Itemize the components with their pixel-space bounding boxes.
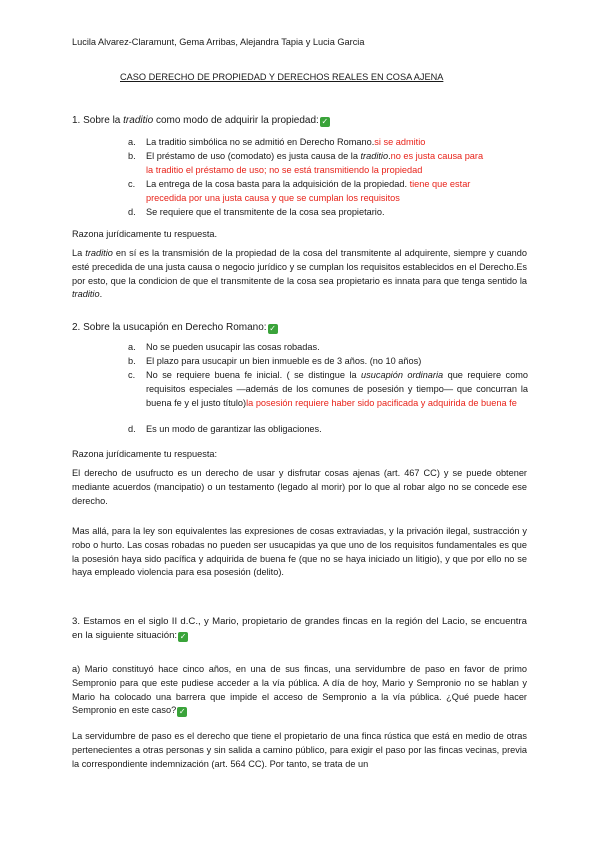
answer-note: no es justa causa para bbox=[390, 151, 484, 161]
answer-paragraph-4: La servidumbre de paso es el derecho que tiene el propietario de una finca rústica que está en medio de otras pertenecientes a otras personas y sin salida a camino público, para exigir el paso por las fincas vecinas, previa la correspondiente indemnización (art. 564 CC). Por tanto, se trata de un bbox=[72, 731, 527, 769]
option-a: No se pueden usucapir las cosas robadas. bbox=[146, 342, 320, 352]
option-b: El plazo para usucapir un bien inmueble es de 3 años. (no 10 años) bbox=[146, 356, 422, 366]
answer-paragraph-2: El derecho de usufructo es un derecho de usar y disfrutar cosas ajenas (art. 467 CC) y se puede obtener mediante acuerdos (mancipatio) o un testamento (legado al morir) por lo que al robar algo no se concede ese derecho. bbox=[72, 468, 527, 506]
option-c: La entrega de la cosa basta para la adquisición de la propiedad. tiene que estar bbox=[146, 179, 471, 189]
check-icon: ✓ bbox=[179, 632, 187, 642]
option-d: Es un modo de garantizar las obligaciones. bbox=[146, 424, 322, 434]
option-d: Se requiere que el transmitente de la cosa sea propietario. bbox=[146, 207, 385, 217]
check-icon: ✓ bbox=[269, 324, 276, 333]
reason-label-1: Razona jurídicamente tu respuesta. bbox=[72, 229, 218, 239]
document-page: Lucila Alvarez-Claramunt, Gema Arribas, Alejandra Tapia y Lucia Garcia CASO DERECHO DE PROPIEDAD Y DERECHOS REALES EN COSA AJENA 1. Sobre la traditio como modo de adquirir la propiedad: ✓ a. La traditio simbólica no se admitió en Derecho Romano.si se admitio b. El préstamo de uso (comodato) es justa causa de la traditio.no es justa causa para la traditio el préstamo de uso; no se está transmitiendo la propiedad c. La entrega de la cosa basta para la adquisición de la propiedad. tiene que estar precedida por una justa causa y que se cumplan los requisitos d. Se requiere que el transmitente de la cosa sea propietario. Razona jurídicamente tu respuesta. La traditio en sí es la transmisión de la propiedad de la cosa del transmitente al adquirente, siempre y cuando esté precedida de una justa causa o negocio jurídico y se cumplan los requisitos establecidos en el Derecho.Es por esto, que la condicion de que el transmitente de la cosa sea propietario es innata para que tenga sentido la traditio. 2. Sobre la usucapión en Derecho Romano: ✓ a. No se pueden usucapir las cosas robadas. b. El plazo para usucapir un bien inmueble es de 3 años. (no 10 años) c. No se requiere buena fe inicial. ( se distingue la usucapión ordinaria que requiere como requisitos especiales —además de los comunes de posesión y tiempo— que concurran la buena fe y el justo título)la posesión requiere haber sido pacificada y adquirida de buena fe d. Es un modo de garantizar las obligaciones. Razona jurídicamente tu respuesta: El derecho de usufructo es un derecho de usar y disfrutar cosas ajenas (art. 467 CC) y se puede obtener mediante acuerdos (mancipatio) o un testamento (legado al morir) por lo que al robar algo no se concede ese derecho. Mas allá, para la ley son equivalentes las expresiones de cosas extraviadas, y la privación ilegal, sustracción y robo o hurto. Las cosas robadas no pueden ser usucapidas ya que uno de los requisitos fundamentales es que la posesión haya sido pacífica y adquirida de buena fe (que no se haya iniciado un litigio), y que por ello no se haya empleado violencia para esa posesión (delito). 3. Estamos en el siglo II d.C., y Mario, propietario de grandes fincas en la región del Lacio, se encuentra en la siguiente situación: ✓ a) Mario constituyó hace cinco años, en una de sus fincas, una servidumbre de paso en favor de primo Sempronio para que este pudiese acceder a la vía pública. A día de hoy, Mario y Sempronio no se hablan y Mario ha colocado una barrera que impide el acceso de Sempronio a la vía pública. ¿Qué puede hacer Sempronio en este caso? ✓ La servidumbre de paso es el derecho que tiene el propietario de una finca rústica que está en medio de otras pertenecientes a otras personas y sin salida a camino público, para exigir el paso por las fincas vecinas, previa la correspondiente indemnización (art. 564 CC). Por tanto, se trata de un bbox=[0, 0, 600, 848]
answer-note: si se admitio bbox=[374, 137, 426, 147]
check-icon: ✓ bbox=[321, 117, 329, 126]
case-a-paragraph: a) Mario constituyó hace cinco años, en una de sus fincas, una servidumbre de paso en favor de primo Sempronio para que este pudiese acceder a la vía pública. A día de hoy, Mario y Sempronio no se hablan y Mario ha colocado una barrera que impide el acceso de Sempronio a la vía pública. ¿Qué puede hacer Sempronio en este caso? ✓ bbox=[72, 664, 527, 717]
answer-paragraph-1: La traditio en sí es la transmisión de la propiedad de la cosa del transmitente al adquirente, siempre y cuando esté precedida de una justa causa o negocio jurídico y se cumplan los requisitos establecidos en el Derecho.Es por esto, que la condicion de que el transmitente de la cosa sea propietario es innata para que tenga sentido la traditio. bbox=[72, 248, 527, 300]
option-c: No se requiere buena fe inicial. ( se distingue la usucapión ordinaria que requiere como requisitos especiales —además de los comunes de posesión y tiempo— que concurran la buena fe y el justo título)la posesión requiere haber sido pacificada y adquirida de buena fe bbox=[146, 370, 528, 408]
answer-note: la traditio el préstamo de uso; no se está transmitiendo la propiedad bbox=[146, 165, 423, 175]
authors-line: Lucila Alvarez-Claramunt, Gema Arribas, Alejandra Tapia y Lucia Garcia bbox=[72, 37, 365, 47]
answer-paragraph-3: Mas allá, para la ley son equivalentes las expresiones de cosas extraviadas, y la privación ilegal, sustracción y robo o hurto. Las cosas robadas no pueden ser usucapidas ya que uno de los requisitos fundamentales es que la posesión haya sido pacífica y adquirida de buena fe (que no se haya iniciado un litigio), y que por ello no se haya empleado violencia para esa posesión (delito). bbox=[72, 526, 527, 578]
option-a: La traditio simbólica no se admitió en Derecho Romano.si se admitio bbox=[146, 137, 426, 147]
reason-label-2: Razona jurídicamente tu respuesta: bbox=[72, 449, 218, 459]
answer-note: tiene que estar bbox=[409, 179, 471, 189]
option-b: El préstamo de uso (comodato) es justa causa de la traditio.no es justa causa para bbox=[146, 151, 484, 161]
check-icon: ✓ bbox=[178, 707, 186, 717]
question-1-heading: 1. Sobre la traditio como modo de adquirir la propiedad: ✓ bbox=[72, 115, 329, 126]
question-3-heading: 3. Estamos en el siglo II d.C., y Mario, propietario de grandes fincas en la región del Lacio, se encuentra en la siguiente situación: ✓ bbox=[72, 616, 527, 642]
document-title: CASO DERECHO DE PROPIEDAD Y DERECHOS REALES EN COSA AJENA bbox=[120, 72, 444, 82]
answer-note: la posesión requiere haber sido pacificada y adquirida de buena fe bbox=[246, 397, 517, 408]
answer-note: precedida por una justa causa y que se cumplan los requisitos bbox=[146, 193, 400, 203]
question-2-heading: 2. Sobre la usucapión en Derecho Romano: ✓ bbox=[72, 322, 276, 333]
